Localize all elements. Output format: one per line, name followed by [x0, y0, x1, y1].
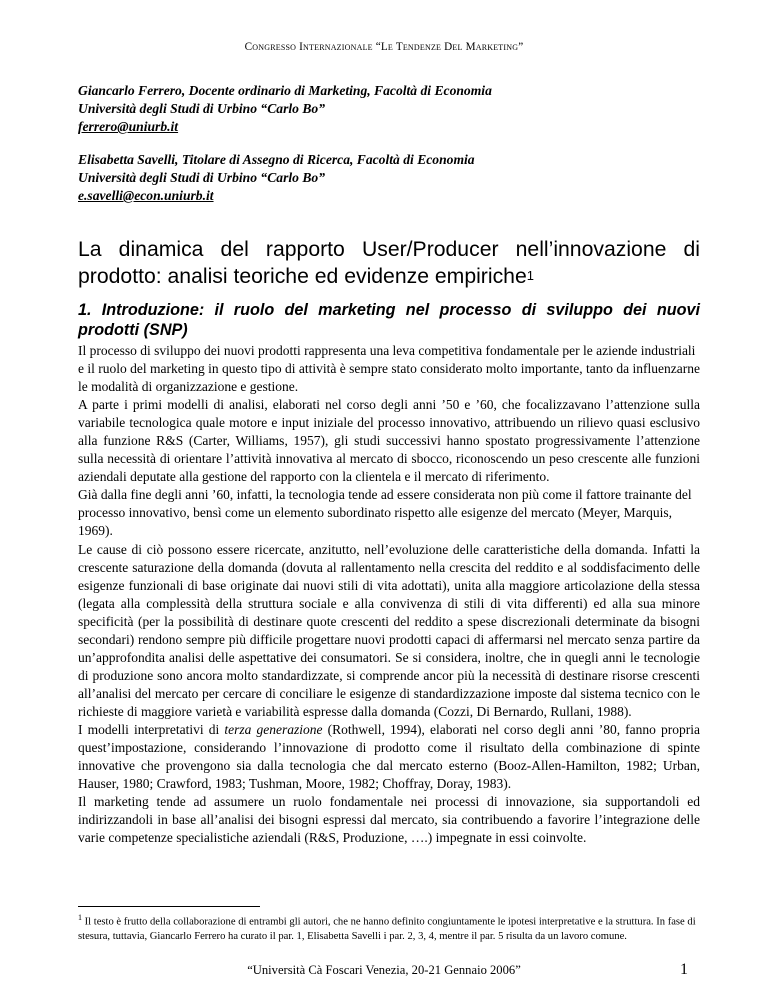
paragraph-text: I modelli interpretativi di [78, 721, 225, 737]
running-header: Congresso Internazionale “Le Tendenze Del Marketing” [244, 41, 524, 53]
paragraph: Il marketing tende ad assumere un ruolo fondamentale nei processi di innovazione, sia supportandoli ed indirizzandoli in base all’analisi dei bisogni espressi dal mercato, sia contribuendo a favorire l’integrazione delle varie competenze specialistiche aziendali (R&S, Produzione, ….) impegnate in essi coinvolte. [78, 794, 700, 846]
author-affiliation: Università degli Studi di Urbino “Carlo Bo” [78, 170, 325, 185]
paragraph: A parte i primi modelli di analisi, elaborati nel corso degli anni ’50 e ’60, che focalizzavano l’attenzione sulla variabile tecnologica quale motore e input iniziale del processo innovativo, attribuendo un rilievo quasi esclusivo alla funzione R&S (Carter, Williams, 1957), gli studi successivi hanno spostato progressivamente l’attenzione sulla necessità di orientare l’attività innovativa al mercato di sbocco, riconoscendo un peso crescente alle funzioni aziendali deputate alla gestione del rapporto con la clientela e il mercato di riferimento. [78, 397, 700, 485]
author-block-ferrero [78, 82, 718, 136]
author-email-link[interactable]: e.savelli@econ.uniurb.it [78, 188, 214, 203]
page-number: 1 [680, 961, 688, 978]
footnote-text: Il testo è frutto della collaborazione di entrambi gli autori, che ne hanno definito congiuntamente le ipotesi interpretative e la struttura. In fase di stesura, tuttavia, Giancarlo Ferrero ha curato il par. 1, Elisabetta Savelli i par. 2, 3, 4, mentre il par. 5 risulta da un lavoro comune. [78, 916, 696, 943]
conference-footer: “Università Cà Foscari Venezia, 20-21 Gennaio 2006” [247, 963, 521, 977]
body-text [78, 342, 700, 847]
emphasis-text: terza generazione [224, 721, 323, 737]
footnote-divider [78, 906, 260, 907]
section-heading: 1. Introduzione: il ruolo del marketing nel processo di sviluppo dei nuovi prodotti (SNP) [78, 301, 700, 339]
author-name-line: Giancarlo Ferrero, Docente ordinario di Marketing, Facoltà di Economia [78, 83, 492, 98]
paragraph: Già dalla fine degli anni ’60, infatti, la tecnologia tende ad essere considerata non più come il fattore trainante del processo innovativo, bensì come un elemento subordinato rispetto alle esigenze del mercato (Meyer, Marquis, 1969). [78, 487, 692, 539]
paragraph-text: (Rothwell, 1994), elaborati nel corso degli anni ’80, fanno propria quest’impostazione, considerando l’innovazione di prodotto come il risultato della combinazione di spinte innovative che provengono sia dalla tecnologia che dal mercato esterno (Booz-Allen-Hamilton, 1982; Urban, Hauser, 1980; Crawford, 1983; Tushman, Moore, 1982; Choffray, Doray, 1983). [78, 721, 701, 792]
footnote-reference[interactable]: 1 [526, 268, 534, 283]
paper-title-text: La dinamica del rapporto User/Producer nell’innovazione di prodotto: analisi teoriche ed evidenze empiriche [78, 238, 700, 288]
author-block-savelli [78, 151, 718, 205]
paragraph [78, 721, 700, 793]
paper-title [78, 236, 700, 292]
footnote-mark: 1 [78, 913, 82, 922]
author-affiliation: Università degli Studi di Urbino “Carlo Bo” [78, 101, 325, 116]
author-email-link[interactable]: ferrero@uniurb.it [78, 119, 179, 134]
author-name-line: Elisabetta Savelli, Titolare di Assegno di Ricerca, Facoltà di Economia [78, 152, 475, 167]
footnote [78, 911, 700, 945]
paragraph: Il processo di sviluppo dei nuovi prodotti rappresenta una leva competitiva fondamentale per le aziende industriali e il ruolo del marketing in questo tipo di attività è sempre stato considerato molto importante, tanto da influenzarne le modalità di organizzazione e gestione. [78, 343, 700, 395]
paragraph: Le cause di ciò possono essere ricercate, anzitutto, nell’evoluzione delle caratteristiche della domanda. Infatti la crescente saturazione della domanda (dovuta al rallentamento nella crescita del reddito e al soddisfacimento delle esigenze funzionali di base originate dai nuovi stili di vita adottati), unita alla maggiore articolazione della stessa (legata alla complessità della struttura sociale e alla convivenza di stili di vita differenti) ed alla sua minore specificità (per la possibilità di destinare quote crescenti del reddito a spese discrezionali determinate da bisogni secondari) rendono sempre più difficile progettare nuovi prodotti capaci di affermarsi nel mercato senza partire da un’approfondita analisi delle aspettative dei consumatori. Se si considera, inoltre, che in quegli anni le tecnologie di produzione sono ancora molto standardizzate, si comprende ancor più la necessità di destinare risorse crescenti all’analisi del mercato per cercare di conciliare le esigenze di standardizzazione imposte dal sistema tecnico con le richieste di maggiore varietà e variabilità espresse dalla domanda (Cozzi, Di Bernardo, Rullani, 1988). [78, 541, 700, 719]
